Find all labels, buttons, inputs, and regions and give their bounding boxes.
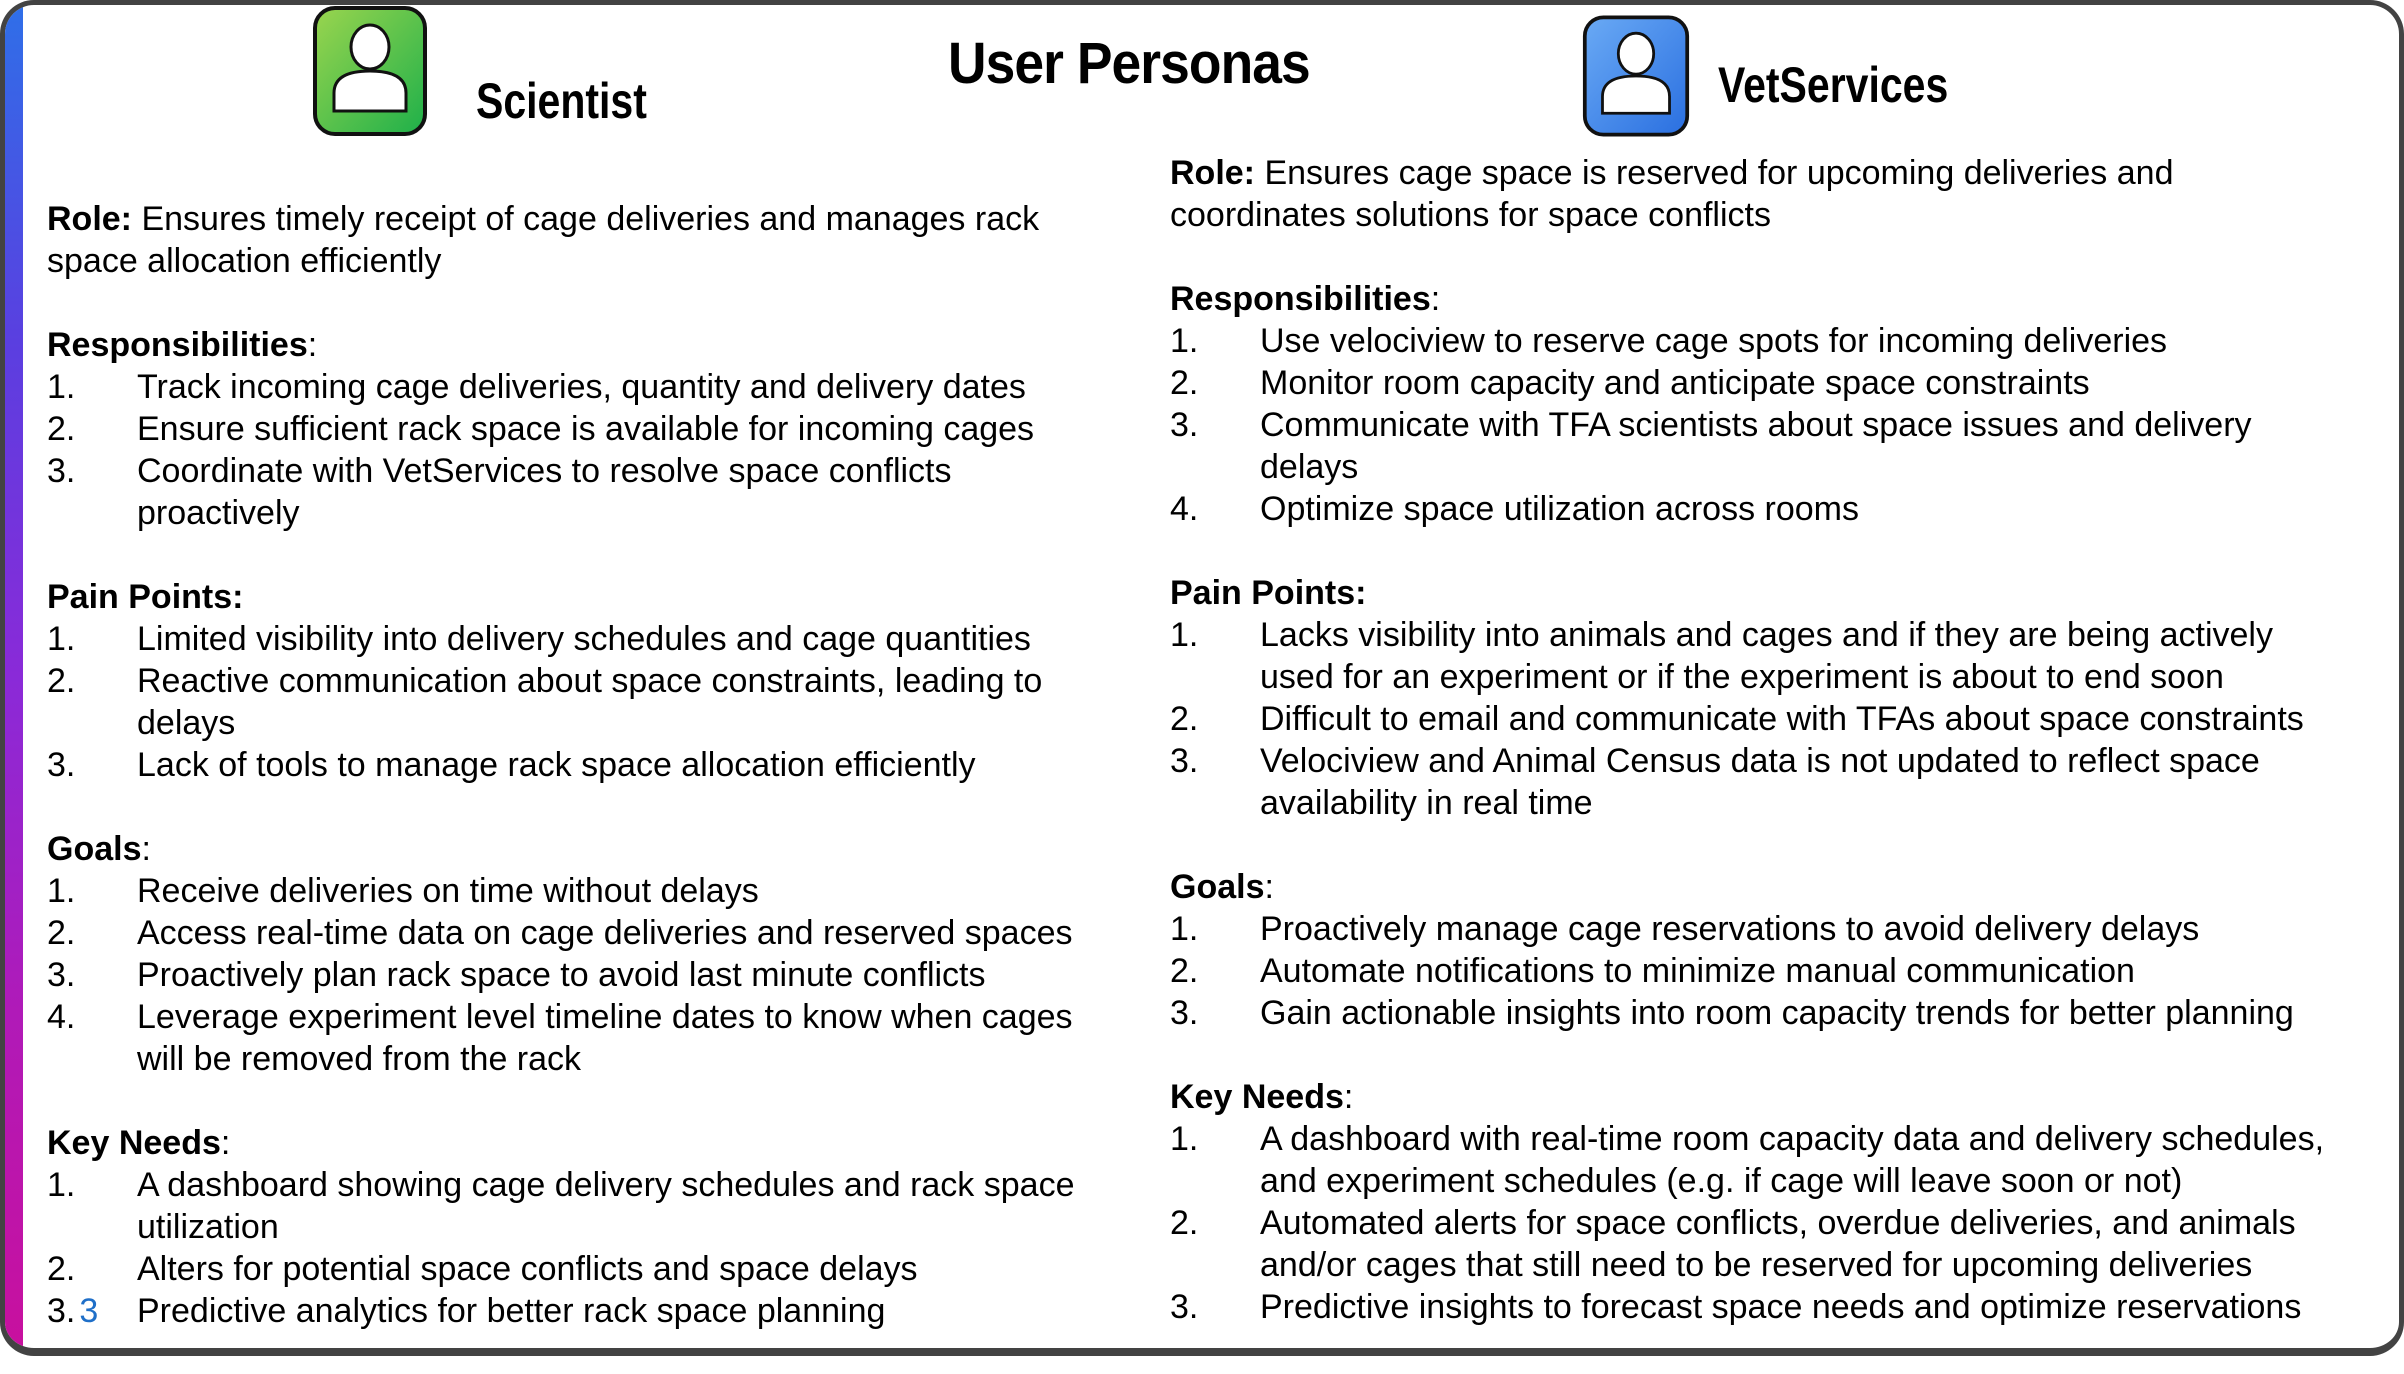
scientist-details [47, 198, 1127, 1374]
list-item: 1. A dashboard with real-time room capacity data and delivery schedules, and experiment schedules (e.g. if cage will leave soon or not) [1170, 1120, 2325, 1200]
section-label: Key Needs [1170, 1078, 1344, 1116]
list-item: 1. A dashboard showing cage delivery schedules and rack space utilization [47, 1166, 1075, 1246]
vetservices-details [1170, 152, 2370, 1370]
list-item: 2. Automated alerts for space conflicts, overdue deliveries, and animals and/or cages that still need to be reserved for upcoming deliveries [1170, 1204, 2296, 1284]
section-label: Goals [47, 830, 142, 868]
page-title: User Personas [948, 31, 1310, 96]
list-item: 3. Gain actionable insights into room capacity trends for better planning [1170, 994, 2294, 1032]
role-text: Ensures cage space is reserved for upcoming deliveries and coordinates solutions for space conflicts [1170, 154, 2174, 234]
section-label: Goals [1170, 868, 1265, 906]
stray-number-annotation: 3 [79, 1292, 99, 1330]
vetservices-persona-name: VetServices [1718, 57, 1949, 113]
scientist-key-needs: Key Needs: 1. A dashboard showing cage delivery schedules and rack space utilization 2. Alters for potential space conflicts and space delays 3. 3 Predictive analytics for better rack space planning [47, 1122, 1127, 1332]
section-label: Responsibilities [47, 326, 308, 364]
accent-gradient-bar [5, 5, 23, 1348]
list-item: 3. Coordinate with VetServices to resolve space conflicts proactively [47, 452, 952, 532]
list-item: 1. Proactively manage cage reservations to avoid delivery delays [1170, 910, 2200, 948]
list-item: 3. Velociview and Animal Census data is not updated to reflect space availability in real time [1170, 742, 2260, 822]
role-label: Role: [1170, 154, 1255, 192]
list-item: 2. Reactive communication about space constraints, leading to delays [47, 662, 1043, 742]
list-item: 2. Access real-time data on cage deliveries and reserved spaces [47, 914, 1073, 952]
list-item: 3. Communicate with TFA scientists about space issues and delivery delays [1170, 406, 2252, 486]
list-item: 3. Predictive insights to forecast space needs and optimize reservations [1170, 1288, 2302, 1326]
vetservices-pain-points [1170, 572, 2370, 824]
list-item: 1. Lacks visibility into animals and cages and if they are being actively used for an experiment or if the experiment is about to end soon [1170, 616, 2273, 696]
scientist-responsibilities: Responsibilities: 1. Track incoming cage deliveries, quantity and delivery dates 2. Ensure sufficient rack space is available for incoming cages 3. Coordinate with VetServices to resolve space conflicts proactively [47, 324, 1127, 534]
list-item: 2. Automate notifications to minimize manual communication [1170, 952, 2135, 990]
list-item: 1. Receive deliveries on time without delays [47, 872, 759, 910]
list-item: 1. Track incoming cage deliveries, quantity and delivery dates [47, 368, 1026, 406]
list-item: 3. 3 Predictive analytics for better rack space planning [47, 1292, 886, 1330]
role-text: Ensures timely receipt of cage deliveries and manages rack space allocation efficiently [47, 200, 1040, 280]
vetservices-key-needs: Key Needs: 1. A dashboard with real-time room capacity data and delivery schedules, and experiment schedules (e.g. if cage will leave soon or not) 2. Automated alerts for space conflicts, overdue deliveries, and animals and/or cages that still need to be reserved for upcoming deliveries 3. Predictive insights to forecast space needs and optimize reservations [1170, 1076, 2370, 1328]
list-item: 1. Limited visibility into delivery schedules and cage quantities [47, 620, 1031, 658]
section-label: Pain Points: [47, 578, 244, 616]
vetservices-user-icon [1582, 14, 1690, 138]
section-label: Responsibilities [1170, 280, 1431, 318]
list-item: 3. Lack of tools to manage rack space allocation efficiently [47, 746, 976, 784]
list-item: 2. Ensure sufficient rack space is available for incoming cages [47, 410, 1035, 448]
list-item: 4. Leverage experiment level timeline dates to know when cages will be removed from the rack [47, 998, 1073, 1078]
scientist-goals: Goals: 1. Receive deliveries on time without delays 2. Access real-time data on cage deliveries and reserved spaces 3. Proactively plan rack space to avoid last minute conflicts 4. Leverage experiment level timeline dates to know when cages will be removed from the rack [47, 828, 1127, 1080]
list-item: 3. Proactively plan rack space to avoid last minute conflicts [47, 956, 986, 994]
vetservices-goals: Goals: 1. Proactively manage cage reservations to avoid delivery delays 2. Automate notifications to minimize manual communication 3. Gain actionable insights into room capacity trends for better planning [1170, 866, 2370, 1034]
scientist-pain-points [47, 576, 1127, 786]
section-label: Pain Points: [1170, 574, 1367, 612]
scientist-user-icon [312, 5, 428, 137]
scientist-persona-name: Scientist [476, 73, 647, 129]
list-item: 4. Optimize space utilization across rooms [1170, 490, 1860, 528]
scientist-role [47, 198, 1127, 282]
section-label: Key Needs [47, 1124, 221, 1162]
list-item: 2. Monitor room capacity and anticipate space constraints [1170, 364, 2090, 402]
vetservices-responsibilities: Responsibilities: 1. Use velociview to reserve cage spots for incoming deliveries 2. Monitor room capacity and anticipate space constraints 3. Communicate with TFA scientists about space issues and delivery delays 4. Optimize space utilization across rooms [1170, 278, 2370, 530]
vetservices-role [1170, 152, 2370, 236]
list-item: 2. Difficult to email and communicate with TFAs about space constraints [1170, 700, 2304, 738]
role-label: Role: [47, 200, 132, 238]
list-item: 1. Use velociview to reserve cage spots for incoming deliveries [1170, 322, 2168, 360]
list-item: 2. Alters for potential space conflicts and space delays [47, 1250, 918, 1288]
